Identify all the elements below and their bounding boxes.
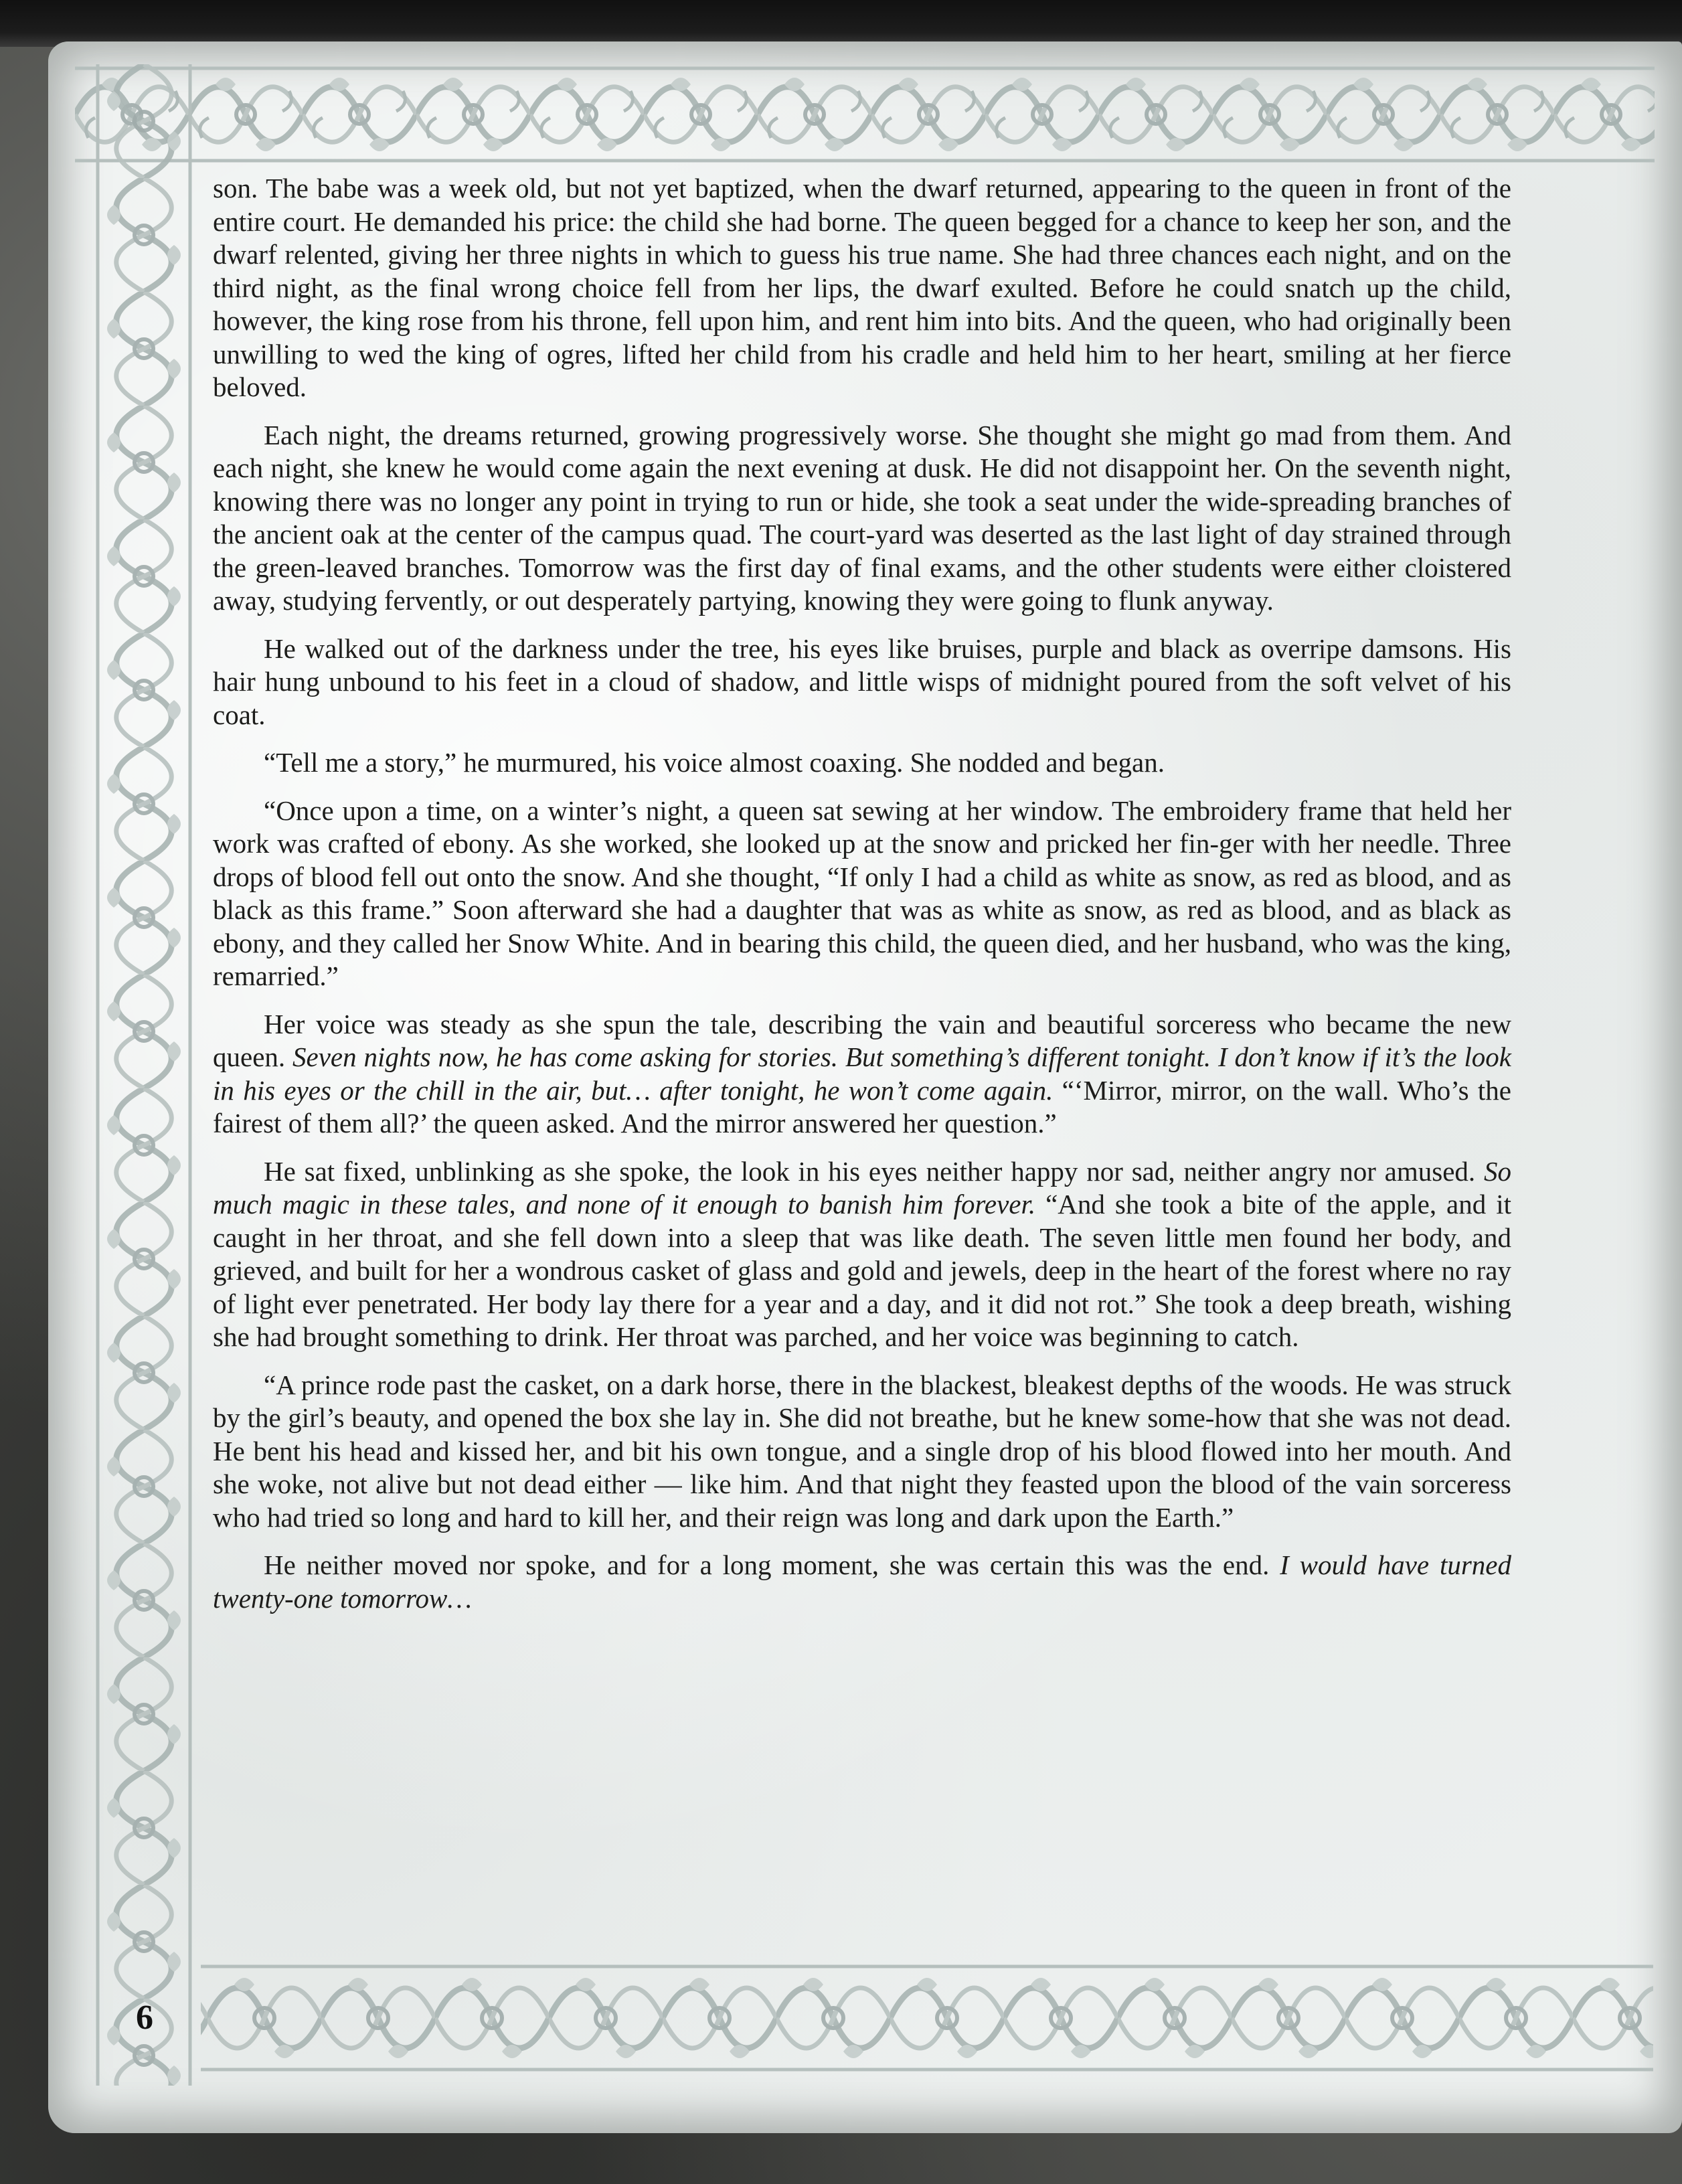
paragraph-text: He walked out of the darkness under the tree, his eyes like bruises, purple and black as overripe damsons. His hair hung unbound to his feet in a cloud of shadow, and little wisps of midnight poured from the soft velvet of his coat.	[213, 633, 1511, 730]
story-paragraph	[213, 1008, 1511, 1141]
story-paragraph	[213, 633, 1511, 732]
paragraph-text: “‘Mirror, mirror, on the wall. Who’s the fairest of them all?’ the queen asked. And the mirror answered her question.”	[213, 1074, 1511, 1139]
paragraph-text: “Once upon a time, on a winter’s night, a queen sat sewing at her window. The embroidery frame that held her work was crafted of ebony. As she worked, she looked up at the snow and pricked her fin-ger with her needle. Three drops of blood fell out onto the snow. And she thought, “If only I had a child as white as snow, as red as blood, and as black as this frame.” Soon afterward she had a daughter that was as white as snow, as red as blood, and as black as ebony, and they called her Snow White. And in bearing this child, the queen died, and her husband, who was the king, remarried.”	[213, 794, 1511, 991]
ornamental-border-left	[94, 64, 194, 2086]
ornamental-border-top	[75, 64, 1655, 165]
paragraph-text: Her voice was steady as she spun the tale, describing the vain and beautiful sorceress who became the new queen.	[213, 1008, 1511, 1072]
story-paragraph	[213, 1369, 1511, 1535]
paragraph-text: He sat fixed, unblinking as she spoke, the look in his eyes neither happy nor sad, neither angry nor amused.	[264, 1155, 1484, 1187]
paragraph-text: Each night, the dreams returned, growing progressively worse. She thought she might go mad from them. And each night, she knew he would come again the next evening at dusk. He did not disappoint her. On the seventh night, knowing there was no longer any point in trying to run or hide, she took a seat under the wide-spreading branches of the ancient oak at the center of the campus quad. The court-yard was deserted as the last light of day strained through the green-leaved branches. Tomorrow was the first day of final exams, and the other students were either cloistered away, studying fervently, or out desperately partying, knowing they were going to flunk anyway.	[213, 419, 1511, 616]
page-number: 6	[136, 1999, 153, 2037]
story-paragraph	[213, 794, 1511, 993]
paragraph-text: “And she took a bite of the apple, and it caught in her throat, and she fell down into a sleep that was like death. The seven little men found her body, and grieved, and built for her a wondrous casket of glass and gold and jewels, deep in the heart of the forest where no ray of light ever penetrated. Her body lay there for a year and a day, and it did not rot.” She took a deep breath, wishing she had brought something to drink. Her throat was parched, and her voice was beginning to catch.	[213, 1189, 1511, 1352]
story-paragraph	[213, 1549, 1511, 1615]
paragraph-text: “Tell me a story,” he murmured, his voice almost coaxing. She nodded and began.	[264, 747, 1165, 778]
page-edge-shadow	[0, 0, 1682, 47]
story-paragraph	[213, 1155, 1511, 1354]
paragraph-text: “A prince rode past the casket, on a dark horse, there in the blackest, bleakest depths of the woods. He was struck by the girl’s beauty, and opened the box she lay in. She did not breathe, but he knew some-how that she was not dead. He bent his head and kissed her, and bit his own tongue, and a single drop of his blood flowed into her mouth. And she woke, not alive but not dead either — like him. And that night they feasted upon the blood of the vain sorceress who had tried so long and hard to kill her, and their reign was long and dark upon the Earth.”	[213, 1369, 1511, 1533]
italic-thought-text: I would have turned twenty-one tomorrow…	[213, 1549, 1511, 1614]
story-paragraph	[213, 746, 1511, 780]
italic-thought-text: Seven nights now, he has come asking for stories. But something’s different tonight. I don’t know if it’s the look in his eyes or the chill in the air, but… after tonight, he won’t come again.	[213, 1041, 1511, 1106]
story-text	[213, 172, 1511, 1630]
ornamental-border-bottom	[94, 1961, 1653, 2075]
italic-thought-text: So much magic in these tales, and none of it enough to banish him forever.	[213, 1155, 1511, 1220]
paragraph-text: son. The babe was a week old, but not yet baptized, when the dwarf returned, appearing to the queen in front of the entire court. He demanded his price: the child she had borne. The queen begged for a chance to keep her son, and the dwarf relented, giving her three nights in which to guess his true name. She had three chances each night, and on the third night, as the final wrong choice fell from her lips, the dwarf exulted. Before he could snatch up the child, however, the king rose from his throne, fell upon him, and rent him into bits. And the queen, who had originally been unwilling to wed the king of ogres, lifted her child from his cradle and held him to her heart, smiling at her fierce beloved.	[213, 173, 1511, 402]
story-paragraph	[213, 172, 1511, 404]
story-paragraph	[213, 419, 1511, 618]
paragraph-text: He neither moved nor spoke, and for a long moment, she was certain this was the end.	[264, 1549, 1280, 1580]
